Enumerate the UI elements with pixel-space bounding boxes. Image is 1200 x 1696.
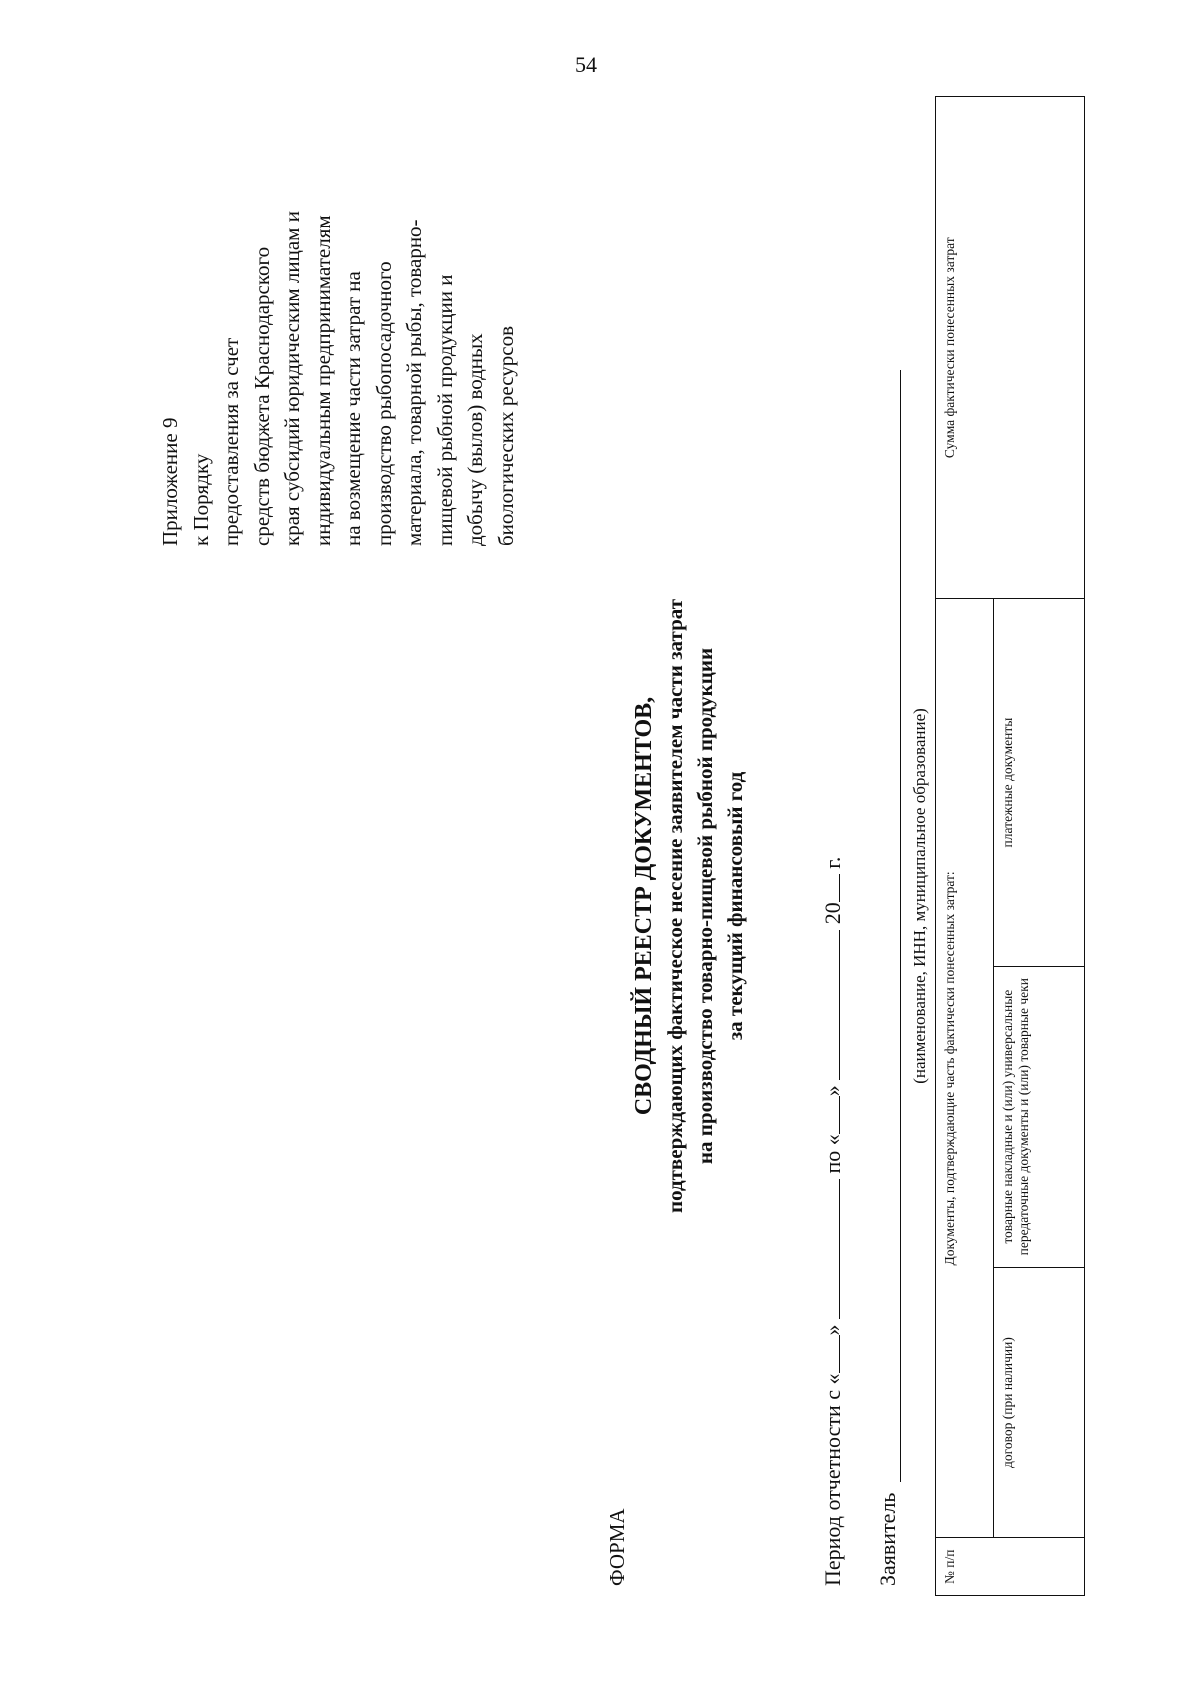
header-num: № п/п bbox=[936, 1538, 1085, 1596]
appendix-line: биологических ресурсов bbox=[493, 325, 518, 546]
form-label: ФОРМА bbox=[605, 1508, 629, 1586]
title-line: за текущий финансовый год bbox=[723, 771, 747, 1041]
document-title bbox=[628, 416, 750, 1396]
period-to: по « bbox=[820, 1134, 845, 1174]
appendix-line: на возмещение части затрат на bbox=[341, 271, 365, 546]
appendix-line: добычу (вылов) водных bbox=[463, 333, 487, 546]
header-sum: Сумма фактически понесенных затрат bbox=[936, 97, 1085, 599]
appendix-note bbox=[155, 26, 521, 546]
appendix-line: производство рыбопосадочного bbox=[371, 261, 396, 546]
register-table bbox=[935, 96, 1085, 1596]
appendix-line: материала, товарной рыбы, товарно- bbox=[402, 219, 426, 546]
period-start-month-field[interactable] bbox=[821, 1179, 840, 1319]
appendix-line: средств бюджета Краснодарского bbox=[249, 246, 274, 546]
period-end-month-field[interactable] bbox=[821, 930, 840, 1080]
appendix-line: Приложение 9 bbox=[158, 417, 182, 546]
period-year-suffix: г. bbox=[820, 856, 845, 869]
title-line: на производство товарно-пищевой рыбной продукции bbox=[693, 647, 717, 1165]
period-prefix: Период отчетности с « bbox=[820, 1373, 845, 1586]
appendix-line: пищевой рыбной продукции и bbox=[432, 274, 457, 546]
appendix-line: края субсидий юридическим лицам и bbox=[280, 211, 304, 546]
period-end-day-field[interactable] bbox=[821, 1096, 840, 1134]
appendix-line: предоставления за счет bbox=[219, 337, 243, 546]
header-invoices: товарные накладные и (или) универсальные передаточные документы и (или) товарные чеки bbox=[994, 966, 1085, 1267]
applicant-label: Заявитель bbox=[875, 1492, 900, 1586]
applicant-field[interactable] bbox=[900, 370, 901, 1482]
reporting-period bbox=[820, 857, 846, 1586]
period-start-day-field[interactable] bbox=[821, 1336, 840, 1374]
appendix-line: к Порядку bbox=[188, 453, 213, 546]
period-year-field[interactable] bbox=[821, 874, 840, 902]
title-main: СВОДНЫЙ РЕЕСТР ДОКУМЕНТОВ, bbox=[631, 696, 657, 1116]
period-year-prefix: 20 bbox=[820, 902, 845, 925]
header-contract: договор (при наличии) bbox=[994, 1267, 1085, 1538]
page-number: 54 bbox=[575, 52, 597, 77]
period-close-quote: » bbox=[820, 1324, 845, 1336]
period-close-quote: » bbox=[820, 1085, 845, 1097]
appendix-line: индивидуальным предпринимателям bbox=[310, 215, 335, 546]
applicant-caption: (наименование, ИНН, муниципальное образование) bbox=[910, 708, 929, 1084]
title-line: подтверждающих фактическое несение заявителем части затрат bbox=[663, 598, 687, 1214]
header-payment: платежные документы bbox=[994, 599, 1085, 966]
header-documents-group: Документы, подтверждающие часть фактически понесенных затрат: bbox=[936, 599, 994, 1538]
